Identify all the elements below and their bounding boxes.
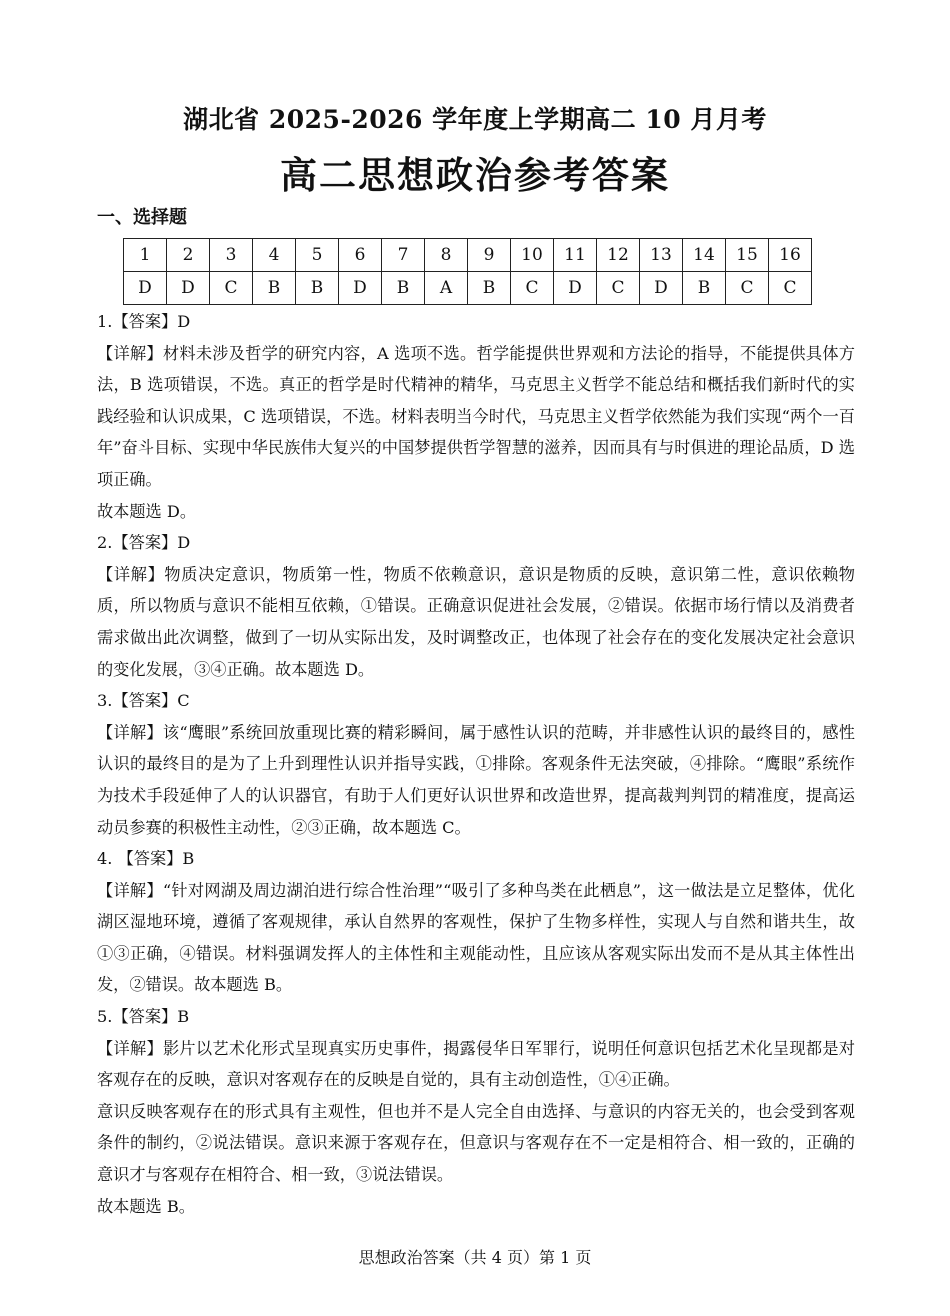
question-number: 15 xyxy=(726,239,769,272)
answer-line: 2.【答案】D xyxy=(97,533,191,553)
question-number: 11 xyxy=(554,239,597,272)
detail-paragraph: 【详解】物质决定意识，物质第一性，物质不依赖意识，意识是物质的反映，意识第二性，意识依赖物质，所以物质与意识不能相互依赖，①错误。正确意识促进社会发展，②错误。依据市场行情以及消费者需求做出此次调整，做到了一切从实际出发，及时调整改正，也体现了社会存在的变化发展决定社会意识的变化发展，③④正确。故本题选 D。 xyxy=(97,564,855,679)
page-footer: 思想政治答案（共 4 页）第 1 页 xyxy=(358,1248,592,1267)
answer-cell: C xyxy=(726,272,769,305)
question-number: 4 xyxy=(253,239,296,272)
conclusion-line: 故本题选 B。 xyxy=(97,1196,195,1216)
detail-paragraph: 意识反映客观存在的形式具有主观性，但也并不是人完全自由选择、与意识的内容无关的，也会受到客观条件的制约，②说法错误。意识来源于客观存在，但意识与客观存在不一定是相符合、相一致的，正确的意识才与客观存在相符合、相一致，③说法错误。 xyxy=(97,1101,855,1185)
conclusion-line: 故本题选 D。 xyxy=(97,501,197,521)
question-number: 16 xyxy=(769,239,812,272)
question-number: 9 xyxy=(468,239,511,272)
answer-cell: B xyxy=(296,272,339,305)
question-number: 5 xyxy=(296,239,339,272)
section-heading: 一、选择题 xyxy=(97,207,187,228)
detail-paragraph: 【详解】材料未涉及哲学的研究内容，A 选项不选。哲学能提供世界观和方法论的指导，不能提供具体方法，B 选项错误，不选。真正的哲学是时代精神的精华，马克思主义哲学不能总结和概括我们新时代的实践经验和认识成果，C 选项错误，不选。材料表明当今时代，马克思主义哲学依然能为我们实现“两个一百年”奋斗目标、实现中华民族伟大复兴的中国梦提供哲学智慧的滋养，因而具有与时俱进的理论品质，D 选项正确。 xyxy=(97,343,855,489)
answer-line: 3.【答案】C xyxy=(97,691,190,711)
answer-line: 1.【答案】D xyxy=(97,312,191,331)
exam-title: 湖北省 2025-2026 学年度上学期高二 10 月月考 xyxy=(183,105,767,134)
answer-line: 4. 【答案】B xyxy=(97,849,195,869)
document-title: 高二思想政治参考答案 xyxy=(280,154,670,197)
detail-paragraph: 【详解】“针对网湖及周边湖泊进行综合性治理”“吸引了多种鸟类在此栖息”，这一做法是立足整体，优化湖区湿地环境，遵循了客观规律，承认自然界的客观性，保护了生物多样性，实现人与自然和谐共生，故①③正确，④错误。材料强调发挥人的主体性和主观能动性，且应该从客观实际出发而不是从其主体性出发，②错误。故本题选 B。 xyxy=(97,880,855,995)
answer-line: 5.【答案】B xyxy=(97,1007,190,1027)
question-number: 10 xyxy=(511,239,554,272)
question-number: 12 xyxy=(597,239,640,272)
detail-paragraph: 【详解】影片以艺术化形式呈现真实历史事件，揭露侵华日军罪行，说明任何意识包括艺术化呈现都是对客观存在的反映，意识对客观存在的反映是自觉的，具有主动创造性，①④正确。 xyxy=(97,1038,855,1090)
answer-cell: B xyxy=(468,272,511,305)
question-number: 13 xyxy=(640,239,683,272)
answer-row xyxy=(124,272,812,305)
question-number: 14 xyxy=(683,239,726,272)
question-number-row xyxy=(124,239,812,272)
answer-cell: B xyxy=(683,272,726,305)
answer-cell: D xyxy=(554,272,597,305)
answer-cell: A xyxy=(425,272,468,305)
question-number: 8 xyxy=(425,239,468,272)
detail-paragraph: 【详解】该“鹰眼”系统回放重现比赛的精彩瞬间，属于感性认识的范畴，并非感性认识的最终目的，感性认识的最终目的是为了上升到理性认识并指导实践，①排除。客观条件无法突破，④排除。“鹰眼”系统作为技术手段延伸了人的认识器官，有助于人们更好认识世界和改造世界，提高裁判判罚的精准度，提高运动员参赛的积极性主动性，②③正确，故本题选 C。 xyxy=(97,722,855,837)
answer-cell: C xyxy=(210,272,253,305)
answer-cell: B xyxy=(253,272,296,305)
answer-cell: B xyxy=(382,272,425,305)
answer-cell: D xyxy=(339,272,382,305)
answer-cell: C xyxy=(511,272,554,305)
answer-cell: C xyxy=(769,272,812,305)
answer-cell: D xyxy=(640,272,683,305)
answer-table xyxy=(123,238,812,305)
question-number: 6 xyxy=(339,239,382,272)
question-number: 1 xyxy=(124,239,167,272)
answer-cell: C xyxy=(597,272,640,305)
answer-cell: D xyxy=(167,272,210,305)
question-number: 2 xyxy=(167,239,210,272)
answer-cell: D xyxy=(124,272,167,305)
answer-explanations xyxy=(97,306,855,1222)
question-number: 7 xyxy=(382,239,425,272)
question-number: 3 xyxy=(210,239,253,272)
